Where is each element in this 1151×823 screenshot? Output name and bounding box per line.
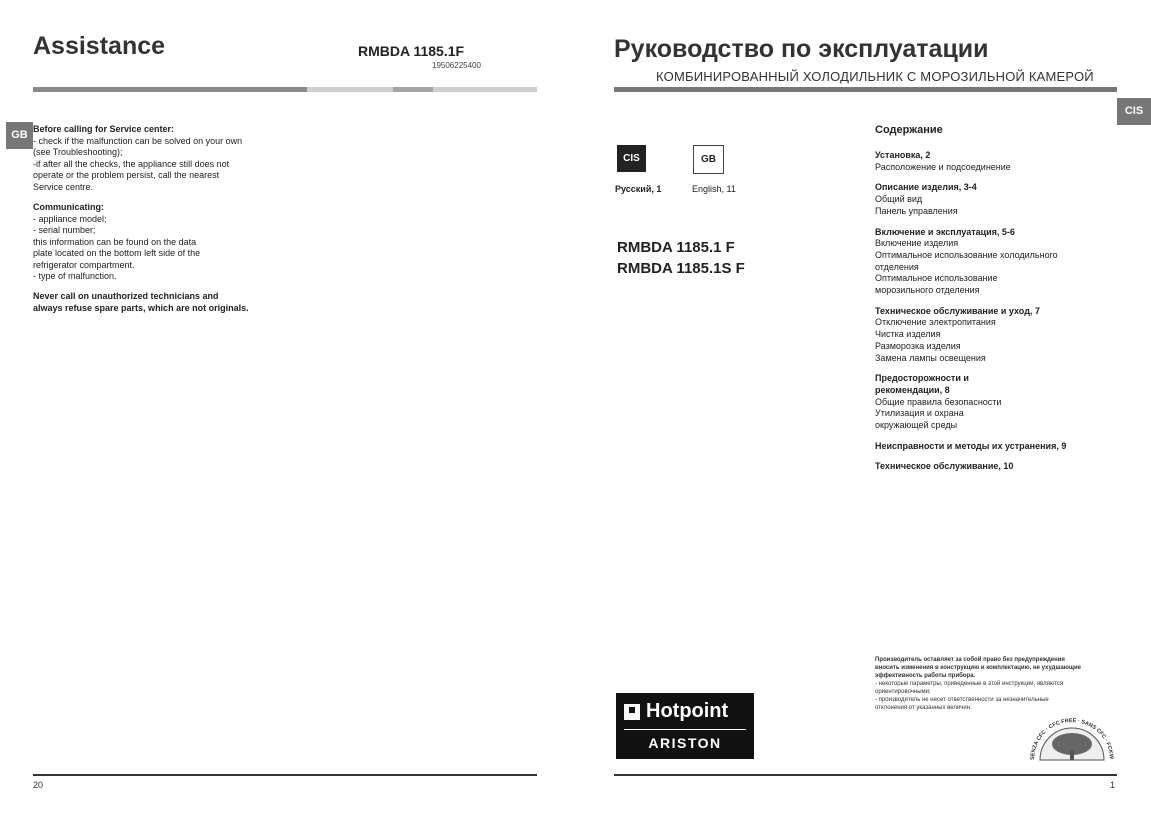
toc-item: Замена лампы освещения <box>875 352 986 363</box>
toc-item: Расположение и подсоединение <box>875 161 1011 172</box>
communicating-line: plate located on the bottom left side of the <box>33 248 201 258</box>
toc-item: окружающей среды <box>875 420 958 431</box>
cfc-free-seal-icon <box>1028 716 1116 762</box>
service-line: Service centre. <box>33 181 94 192</box>
language-box-gb: GB <box>693 145 724 174</box>
toc-section <box>875 306 1110 365</box>
footer-rule <box>33 774 537 776</box>
model-list <box>617 237 745 279</box>
communicating-heading: Communicating: <box>33 202 104 212</box>
page-title-manual: Руководство по эксплуатации <box>614 35 989 63</box>
logo-brand-bottom: ARISTON <box>648 735 722 751</box>
hotpoint-ariston-logo <box>616 693 754 759</box>
footer-rule <box>614 774 1117 776</box>
service-heading: Before calling for Service center: <box>33 124 175 134</box>
page-number-left: 20 <box>33 780 44 790</box>
header-bar-right <box>614 87 1117 92</box>
toc-section <box>875 182 1110 217</box>
model-name: RMBDA 1185.1 F <box>617 239 735 256</box>
toc-heading: Включение и эксплуатация, 5-6 <box>875 226 1015 237</box>
model-name: RMBDA 1185.1S F <box>617 260 745 277</box>
toc-item: Общий вид <box>875 194 923 205</box>
tree-trunk-icon <box>1070 750 1074 760</box>
toc-section <box>875 227 1110 297</box>
warning-section <box>33 291 333 314</box>
toc-item: Утилизация и охрана <box>875 408 964 419</box>
document-code: 19506225400 <box>432 61 481 70</box>
toc-heading: Техническое обслуживание и уход, 7 <box>875 305 1040 316</box>
service-line: - check if the malfunction can be solved on your own <box>33 135 243 146</box>
language-box-cis: CIS <box>617 145 646 172</box>
toc-item: Оптимальное использование холодильного <box>875 249 1058 260</box>
toc-title: Содержание <box>875 124 943 136</box>
toc-heading: Описание изделия, 3-4 <box>875 182 977 193</box>
communicating-line: - type of malfunction. <box>33 271 117 281</box>
disclaimer-line: отклонения от указанных величин. <box>875 705 972 711</box>
toc-item: Чистка изделия <box>875 329 941 340</box>
toc-section <box>875 461 1110 473</box>
header-bar-segment <box>393 87 433 92</box>
toc-section <box>875 150 1110 173</box>
warning-line: always refuse spare parts, which are not originals. <box>33 302 249 313</box>
table-of-contents <box>875 150 1110 482</box>
disclaimer-line: ориентировочными; <box>875 689 931 695</box>
communicating-section <box>33 202 293 283</box>
toc-heading: Установка, 2 <box>875 150 931 160</box>
service-section <box>33 124 293 193</box>
language-label-english: English, 11 <box>692 184 736 194</box>
toc-item: отделения <box>875 261 919 272</box>
logo-divider <box>624 729 746 730</box>
language-label-russian: Русский, 1 <box>615 184 662 194</box>
toc-section <box>875 441 1110 453</box>
toc-item: Оптимальное использование <box>875 273 998 284</box>
toc-heading: Техническое обслуживание, 10 <box>875 461 1014 472</box>
toc-section <box>875 373 1110 432</box>
toc-item: морозильного отделения <box>875 285 980 296</box>
disclaimer-line: - некоторые параметры, приведенные в этой инструкции, являются <box>875 681 1064 687</box>
disclaimer-line: - производитель не несет ответственности за незначительные <box>875 697 1049 703</box>
header-bar-segment <box>307 87 393 92</box>
hotpoint-mark-icon <box>624 704 640 720</box>
page-number-right: 1 <box>1110 780 1116 790</box>
header-bar-segment <box>33 87 307 92</box>
model-number: RMBDA 1185.1F <box>358 43 465 59</box>
toc-item: Общие правила безопасности <box>875 396 1002 407</box>
disclaimer-line: Производитель оставляет за собой право без предупреждения <box>875 657 1065 663</box>
service-line: -if after all the checks, the appliance still does not <box>33 158 230 169</box>
toc-item: Разморозка изделия <box>875 340 961 351</box>
toc-heading: Неисправности и методы их устранения, 9 <box>875 440 1067 451</box>
toc-heading: Предосторожности и <box>875 373 969 384</box>
language-tab-gb: GB <box>6 122 33 149</box>
toc-item: Включение изделия <box>875 238 959 249</box>
header-bar-segment <box>433 87 537 92</box>
communicating-line: - serial number; <box>33 225 96 235</box>
page-title-assistance: Assistance <box>33 32 166 60</box>
communicating-line: - appliance model; <box>33 213 107 224</box>
disclaimer-line: вносить изменения в конструкцию и комплектацию, не ухудшающие <box>875 665 1081 671</box>
warning-line: Never call on unauthorized technicians and <box>33 291 219 301</box>
service-line: operate or the problem persist, call the nearest <box>33 170 220 180</box>
language-tab-cis: CIS <box>1117 98 1151 125</box>
communicating-line: this information can be found on the data <box>33 236 197 247</box>
toc-heading: рекомендации, 8 <box>875 384 950 395</box>
manufacturer-disclaimer <box>875 656 1120 712</box>
toc-item: Панель управления <box>875 205 958 216</box>
logo-brand-top: Hotpoint <box>646 700 729 722</box>
seal-text: SENZA CFC · CFC FREE · SANS CFC · FCKW <box>1029 717 1115 761</box>
service-line: (see Troubleshooting); <box>33 147 123 157</box>
toc-item: Отключение электропитания <box>875 317 996 328</box>
page-subtitle: КОМБИНИРОВАННЫЙ ХОЛОДИЛЬНИК С МОРОЗИЛЬНОЙ КАМЕРОЙ <box>656 69 1094 84</box>
communicating-line: refrigerator compartment. <box>33 259 135 270</box>
disclaimer-line: эффективность работы прибора. <box>875 673 976 679</box>
